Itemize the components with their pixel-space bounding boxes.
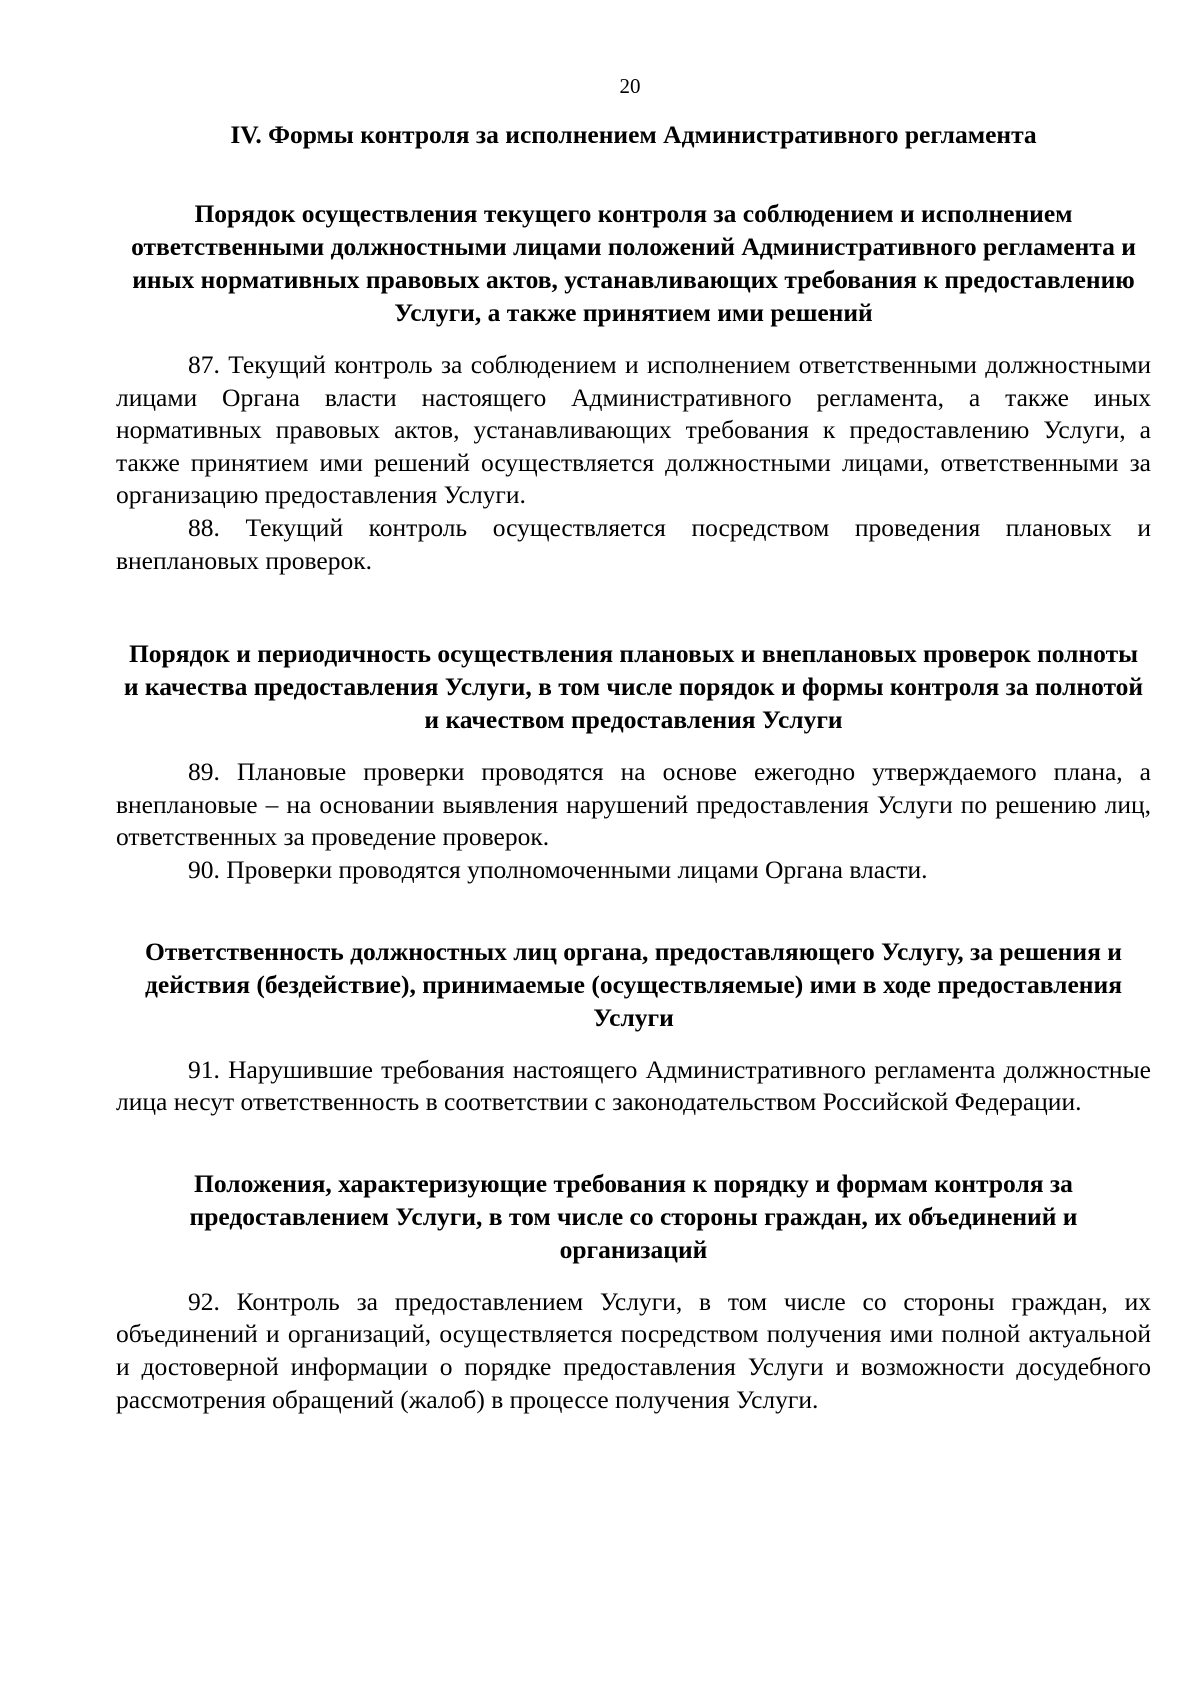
subsection-inspections	[116, 637, 1151, 886]
subsection-heading: Порядок осуществления текущего контроля за соблюдением и исполнением ответственными должностными лицами положений Административного регламента и иных нормативных правовых актов, устанавливающих требования к предоставлению Услуги, а также принятием ими решений	[131, 199, 1136, 327]
subsection-current-control	[116, 197, 1151, 577]
subsection-heading: Ответственность должностных лиц органа, предоставляющего Услугу, за решения и действия (бездействие), принимаемые (осуществляемые) ими в ходе предоставления Услуги	[145, 936, 1122, 1032]
spacer	[116, 577, 1151, 637]
paragraph-91: 91. Нарушившие требования настоящего Административного регламента должностные лица несут ответственность в соответствии с законодательством Российской Федерации.	[116, 1054, 1151, 1117]
paragraph-87: 87. Текущий контроль за соблюдением и исполнением ответственными должностными лицами Органа власти настоящего Административного регламента, а также иных нормативных правовых актов, устанавливающих требования к предоставлению Услуги, а также принятием ими решений осуществляется должностными лицами, ответственными за организацию предоставления Услуги.	[116, 350, 1151, 510]
paragraph-92: 92. Контроль за предоставлением Услуги, в том числе со стороны граждан, их объединений и организаций, осуществляется посредством получения ими полной актуальной и достоверной информации о порядке предоставления Услуги и возможности досудебного рассмотрения обращений (жалоб) в процессе получения Услуги.	[116, 1286, 1151, 1414]
subsection-heading: Положения, характеризующие требования к порядку и формам контроля за предоставлением Услуги, в том числе со стороны граждан, их объединений и организаций	[189, 1168, 1078, 1264]
paragraph-88: 88. Текущий контроль осуществляется посредством проведения плановых и внеплановых проверок.	[116, 512, 1151, 575]
subsection-public-control	[116, 1167, 1151, 1416]
subsection-responsibility	[116, 935, 1151, 1119]
document-body	[116, 118, 1151, 1416]
subsection-heading: Порядок и периодичность осуществления плановых и внеплановых проверок полноты и качества предоставления Услуги, в том числе порядок и формы контроля за полнотой и качеством предоставления Услуги	[123, 639, 1144, 735]
paragraph-90: 90. Проверки проводятся уполномоченными лицами Органа власти.	[188, 854, 928, 884]
paragraph-89: 89. Плановые проверки проводятся на основе ежегодно утверждаемого плана, а внеплановые – на основании выявления нарушений предоставления Услуги по решению лиц, ответственных за проведение проверок.	[116, 757, 1151, 852]
spacer	[116, 1119, 1151, 1167]
section-title: IV. Формы контроля за исполнением Административного регламента	[230, 120, 1037, 149]
spacer	[116, 887, 1151, 935]
page-number: 20	[619, 74, 641, 98]
